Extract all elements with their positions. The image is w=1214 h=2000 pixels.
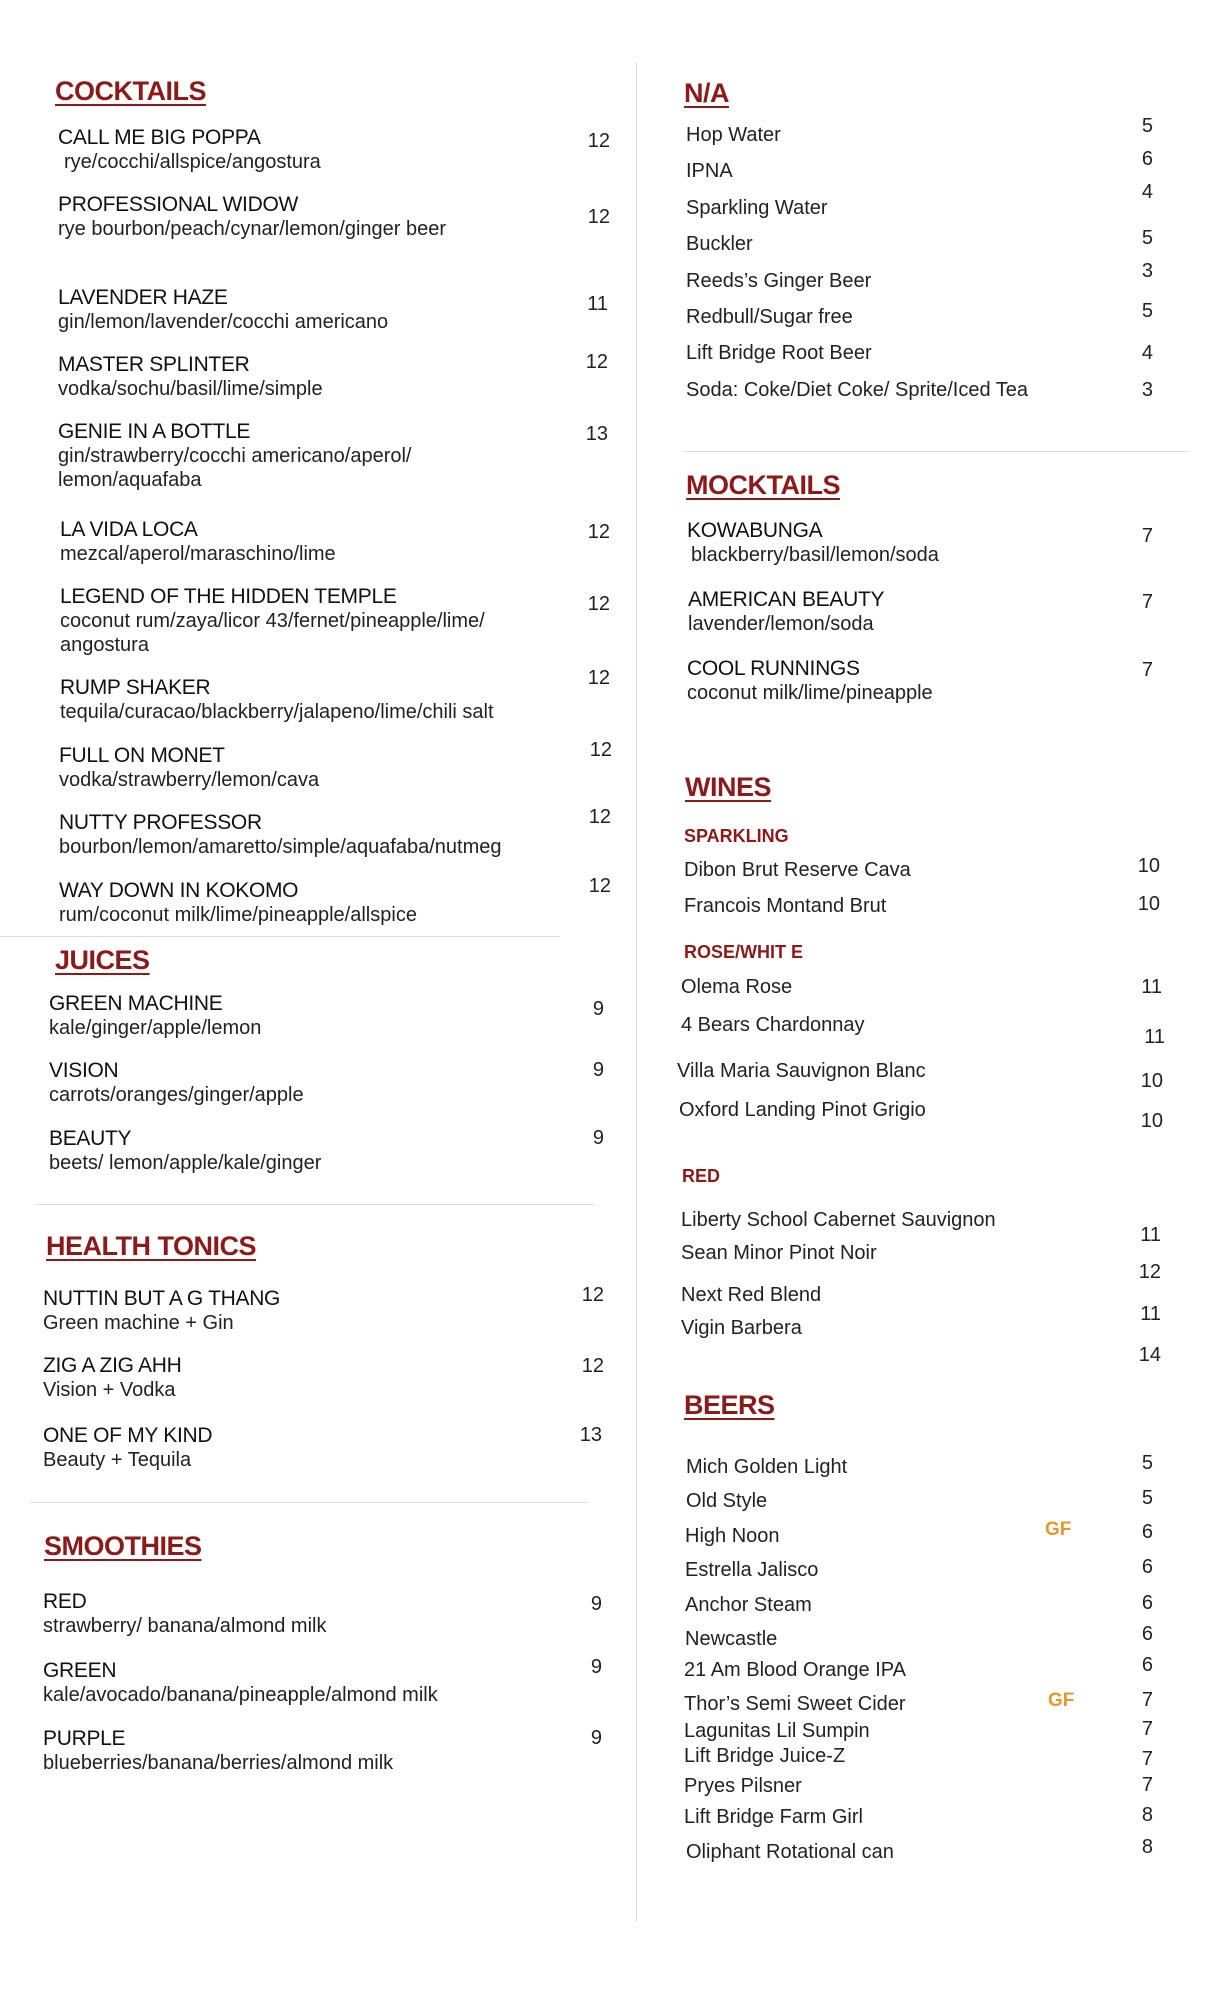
cocktail-item (59, 744, 319, 792)
wine-item: Next Red Blend (681, 1284, 822, 1306)
item-price: 12 (589, 739, 612, 761)
item-price: 12 (587, 130, 610, 152)
na-price: 4 (1141, 342, 1153, 364)
beer-item: Mich Golden Light (686, 1456, 848, 1478)
item-price: 12 (587, 521, 610, 543)
item-name: RUMP SHAKER (60, 676, 211, 699)
item-desc: kale/ginger/apple/lemon (49, 1017, 262, 1039)
item-desc: gin/strawberry/cocchi americano/aperol/ lemon/aquafaba (58, 445, 412, 491)
sparkling-subhead: SPARKLING (684, 826, 789, 846)
item-name: WAY DOWN IN KOKOMO (59, 879, 299, 902)
wine-price: 10 (1140, 1110, 1163, 1132)
item-desc: rye/cocchi/allspice/angostura (64, 151, 321, 173)
item-price: 7 (1141, 659, 1153, 681)
item-desc: carrots/oranges/ginger/apple (49, 1084, 304, 1106)
juice-item (49, 992, 261, 1040)
item-desc: coconut rum/zaya/licor 43/fernet/pineapple/lime/ angostura (60, 610, 485, 656)
wine-price: 11 (1144, 1026, 1165, 1048)
item-price: 11 (587, 293, 608, 315)
item-desc: tequila/curacao/blackberry/jalapeno/lime/chili salt (60, 701, 494, 723)
item-price: 12 (587, 593, 610, 615)
na-item: Lift Bridge Root Beer (686, 342, 872, 364)
beer-price: 5 (1141, 1487, 1153, 1509)
item-price: 12 (581, 1355, 604, 1377)
item-price: 12 (588, 806, 611, 828)
beer-item: Lagunitas Lil Sumpin (684, 1720, 870, 1742)
item-name: NUTTY PROFESSOR (59, 811, 262, 834)
beer-price: 6 (1141, 1556, 1153, 1578)
red-subhead: RED (682, 1166, 721, 1186)
beer-item: Lift Bridge Farm Girl (684, 1806, 863, 1828)
cocktail-item (60, 518, 336, 566)
gluten-free-badge: GF (1045, 1519, 1072, 1540)
right-column (640, 0, 1214, 2000)
item-desc: Beauty + Tequila (43, 1449, 192, 1471)
cocktail-item (58, 193, 458, 241)
beers-title: BEERS (684, 1390, 775, 1420)
item-desc: mezcal/aperol/maraschino/lime (60, 543, 336, 565)
cocktail-item (59, 879, 417, 927)
beer-item: Pryes Pilsner (684, 1775, 802, 1797)
health-tonic-item (43, 1287, 280, 1335)
beer-price: 6 (1141, 1654, 1153, 1676)
smoothies-title: SMOOTHIES (44, 1531, 202, 1561)
item-desc: blueberries/banana/berries/almond milk (43, 1752, 394, 1774)
wine-item: 4 Bears Chardonnay (681, 1014, 865, 1036)
item-desc: Green machine + Gin (43, 1312, 234, 1334)
item-price: 12 (587, 206, 610, 228)
beer-item: Thor’s Semi Sweet Cider (684, 1693, 906, 1715)
na-item: Reeds’s Ginger Beer (686, 270, 872, 292)
health-tonic-item (43, 1424, 212, 1472)
wine-item: Sean Minor Pinot Noir (681, 1242, 877, 1264)
item-name: VISION (49, 1059, 119, 1082)
item-desc: lavender/lemon/soda (688, 613, 874, 635)
item-name: BEAUTY (49, 1127, 132, 1150)
na-title: N/A (684, 78, 729, 108)
beer-item: 21 Am Blood Orange IPA (684, 1659, 906, 1681)
item-price: 12 (588, 875, 611, 897)
beer-price: 6 (1141, 1592, 1153, 1614)
item-price: 9 (590, 1656, 602, 1678)
beer-price: 6 (1141, 1521, 1153, 1543)
column-divider (636, 62, 637, 1922)
item-desc: vodka/sochu/basil/lime/simple (58, 378, 323, 400)
cocktail-item (60, 676, 494, 724)
item-name: GENIE IN A BOTTLE (58, 420, 251, 443)
item-name: ZIG A ZIG AHH (43, 1354, 182, 1377)
wine-price: 10 (1137, 855, 1160, 877)
na-price: 5 (1141, 300, 1153, 322)
mocktail-item (688, 588, 884, 636)
gluten-free-badge: GF (1048, 1690, 1075, 1711)
item-price: 9 (590, 1727, 602, 1749)
beer-item: Estrella Jalisco (685, 1559, 819, 1581)
wine-price: 10 (1140, 1070, 1163, 1092)
item-price: 13 (579, 1424, 602, 1446)
beer-price: 8 (1141, 1804, 1153, 1826)
item-name: MASTER SPLINTER (58, 353, 250, 376)
beer-price: 6 (1141, 1623, 1153, 1645)
beer-item: Newcastle (685, 1628, 778, 1650)
na-price: 3 (1141, 379, 1153, 401)
beer-item: High Noon (685, 1525, 780, 1547)
item-desc: blackberry/basil/lemon/soda (691, 544, 939, 566)
item-desc: rye bourbon/peach/cynar/lemon/ginger beer (58, 218, 447, 240)
item-name: AMERICAN BEAUTY (688, 588, 885, 611)
item-name: PURPLE (43, 1727, 126, 1750)
rose-white-subhead: ROSE/WHIT E (684, 942, 804, 962)
item-name: NUTTIN BUT A G THANG (43, 1287, 281, 1310)
wine-price: 10 (1137, 893, 1160, 915)
beer-item: Old Style (686, 1490, 768, 1512)
item-price: 9 (592, 1127, 604, 1149)
item-desc: strawberry/ banana/almond milk (43, 1615, 327, 1637)
item-desc: Vision + Vodka (43, 1379, 176, 1401)
item-name: GREEN (43, 1659, 117, 1682)
na-price: 6 (1141, 148, 1153, 170)
section-divider (30, 1502, 588, 1503)
item-name: LA VIDA LOCA (60, 518, 198, 541)
item-name: ONE OF MY KIND (43, 1424, 213, 1447)
item-price: 7 (1141, 525, 1153, 547)
beer-item: Lift Bridge Juice-Z (684, 1745, 846, 1767)
beer-price: 8 (1141, 1836, 1153, 1858)
item-desc: kale/avocado/banana/pineapple/almond milk (43, 1684, 438, 1706)
wine-item: Oxford Landing Pinot Grigio (679, 1099, 926, 1121)
wine-price: 14 (1138, 1344, 1161, 1366)
cocktail-item (58, 353, 323, 401)
item-desc: bourbon/lemon/amaretto/simple/aquafaba/nutmeg (59, 836, 502, 858)
item-name: COOL RUNNINGS (687, 657, 860, 680)
na-price: 4 (1141, 181, 1153, 203)
item-price: 12 (581, 1284, 604, 1306)
smoothie-item (43, 1590, 326, 1638)
cocktail-item (60, 585, 550, 657)
na-item: Sparkling Water (686, 197, 828, 219)
item-name: CALL ME BIG POPPA (58, 126, 261, 149)
section-divider (684, 451, 1188, 452)
item-name: LAVENDER HAZE (58, 286, 228, 309)
health-tonic-item (43, 1354, 181, 1402)
juice-item (49, 1127, 321, 1175)
na-item: Hop Water (686, 124, 781, 146)
item-price: 12 (585, 351, 608, 373)
na-item: Soda: Coke/Diet Coke/ Sprite/Iced Tea (686, 379, 1029, 401)
na-price: 3 (1141, 260, 1153, 282)
na-price: 5 (1141, 115, 1153, 137)
section-divider (0, 936, 560, 937)
item-price: 9 (592, 1059, 604, 1081)
item-price: 9 (590, 1593, 602, 1615)
beer-price: 7 (1141, 1774, 1153, 1796)
item-name: RED (43, 1590, 87, 1613)
mocktails-title: MOCKTAILS (686, 470, 840, 500)
beer-item: Anchor Steam (685, 1594, 812, 1616)
wine-item: Olema Rose (681, 976, 793, 998)
item-name: KOWABUNGA (687, 519, 823, 542)
item-desc: rum/coconut milk/lime/pineapple/allspice (59, 904, 417, 926)
item-price: 13 (585, 423, 608, 445)
beer-price: 7 (1141, 1689, 1153, 1711)
beer-price: 7 (1141, 1718, 1153, 1740)
wine-price: 11 (1141, 976, 1162, 998)
cocktail-item (59, 811, 502, 859)
section-divider (36, 1204, 594, 1205)
juice-item (49, 1059, 304, 1107)
item-desc: gin/lemon/lavender/cocchi americano (58, 311, 389, 333)
item-desc: coconut milk/lime/pineapple (687, 682, 933, 704)
wines-title: WINES (685, 772, 772, 802)
na-item: IPNA (686, 160, 733, 182)
wine-item: Vigin Barbera (681, 1317, 802, 1339)
wine-item: Francois Montand Brut (684, 895, 887, 917)
cocktail-item (58, 126, 321, 174)
beer-price: 5 (1141, 1452, 1153, 1474)
mocktail-item (687, 657, 933, 705)
item-name: LEGEND OF THE HIDDEN TEMPLE (60, 585, 397, 608)
wine-price: 11 (1140, 1224, 1161, 1246)
beer-price: 7 (1141, 1748, 1153, 1770)
item-price: 7 (1141, 591, 1153, 613)
mocktail-item (687, 519, 939, 567)
item-name: PROFESSIONAL WIDOW (58, 193, 299, 216)
item-name: GREEN MACHINE (49, 992, 223, 1015)
beer-item: Oliphant Rotational can (686, 1841, 894, 1863)
wine-item: Villa Maria Sauvignon Blanc (677, 1060, 926, 1082)
item-price: 9 (592, 998, 604, 1020)
item-price: 12 (587, 667, 610, 689)
smoothie-item (43, 1659, 438, 1707)
wine-price: 11 (1140, 1303, 1161, 1325)
cocktails-title: COCKTAILS (55, 76, 206, 106)
na-item: Redbull/Sugar free (686, 306, 853, 328)
item-name: FULL ON MONET (59, 744, 225, 767)
cocktail-item (58, 286, 388, 334)
juices-title: JUICES (55, 945, 150, 975)
smoothie-item (43, 1727, 393, 1775)
item-desc: beets/ lemon/apple/kale/ginger (49, 1152, 322, 1174)
wine-price: 12 (1138, 1261, 1161, 1283)
cocktail-item (58, 420, 438, 492)
wine-item: Dibon Brut Reserve Cava (684, 859, 911, 881)
na-price: 5 (1141, 227, 1153, 249)
wine-item: Liberty School Cabernet Sauvignon (681, 1209, 996, 1231)
health-tonics-title: HEALTH TONICS (46, 1231, 257, 1261)
na-item: Buckler (686, 233, 753, 255)
item-desc: vodka/strawberry/lemon/cava (59, 769, 320, 791)
